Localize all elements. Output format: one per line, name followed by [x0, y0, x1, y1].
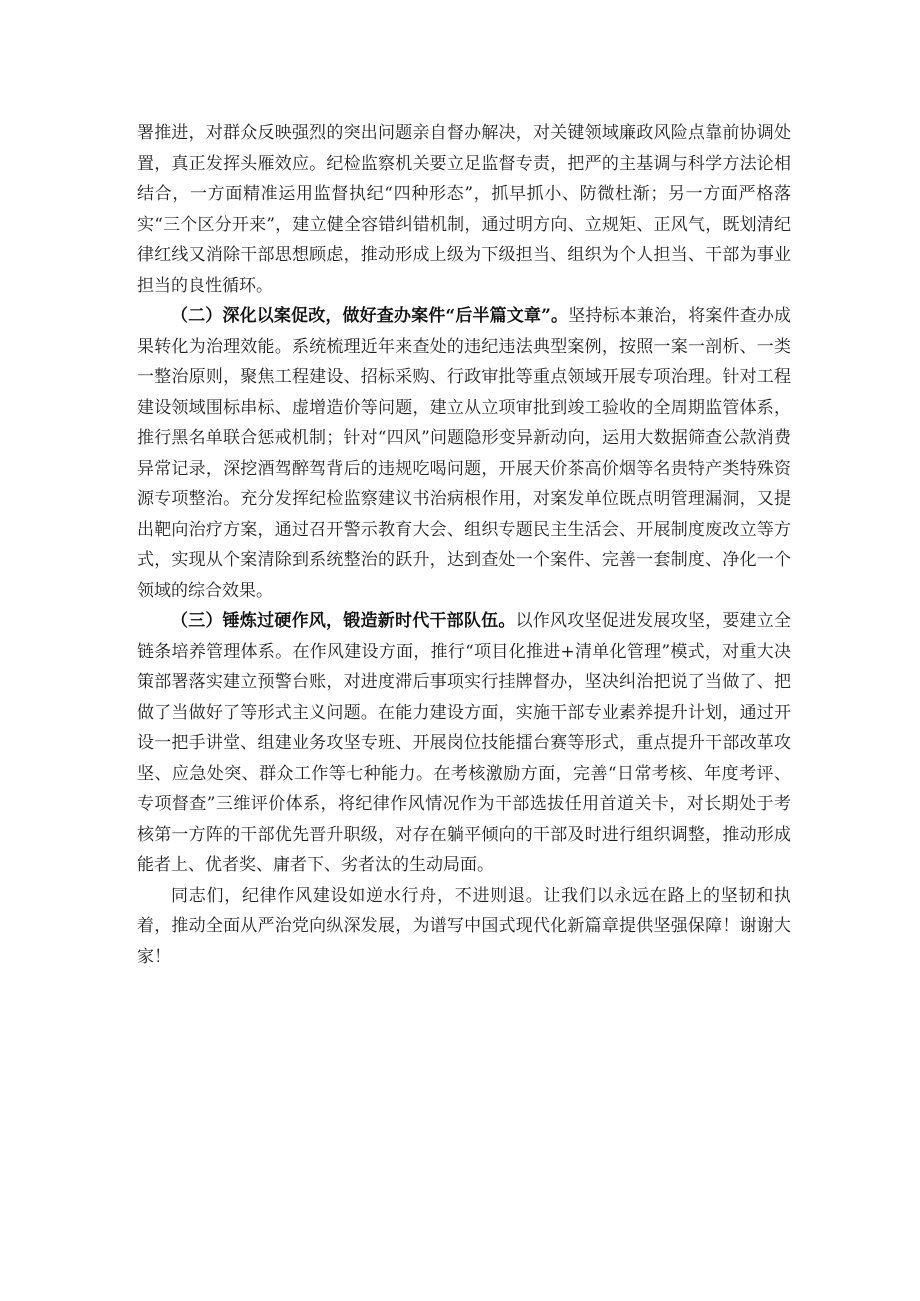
- document-body: [137, 118, 791, 972]
- paragraph-continuation: 署推进，对群众反映强烈的突出问题亲自督办解决，对关键领域廉政风险点靠前协调处置，真正发挥头雁效应。纪检监察机关要立足监督专责，把严的主基调与科学方法论相结合，一方面精准运用监督执纪“四种形态”，抓早抓小、防微杜渐；另一方面严格落实“三个区分开来”，建立健全容错纠错机制，通过明方向、立规矩、正风气，既划清纪律红线又消除干部思想顾虑，推动形成上级为下级担当、组织为个人担当、干部为事业担当的良性循环。: [137, 123, 791, 296]
- section-2-heading: （二）深化以案促改，做好查办案件“后半篇文章”。: [171, 306, 569, 326]
- section-2-body: 坚持标本兼治，将案件查办成果转化为治理效能。系统梳理近年来查处的违纪违法典型案例，按照一案一剖析、一类一整治原则，聚焦工程建设、招标采购、行政审批等重点领域开展专项治理。针对工程建设领域围标串标、虚增造价等问题，建立从立项审批到竣工验收的全周期监管体系，推行黑名单联合惩戒机制；针对“四风”问题隐形变异新动向，运用大数据筛查公款消费异常记录，深挖酒驾醉驾背后的违规吃喝问题，开展天价茶高价烟等名贵特产类特殊资源专项整治。充分发挥纪检监察建议书治病根作用，对案发单位既点明管理漏洞，又提出靶向治疗方案，通过召开警示教育大会、组织专题民主生活会、开展制度废改立等方式，实现从个案清除到系统整治的跃升，达到查处一个案件、完善一套制度、净化一个领域的综合效果。: [137, 306, 791, 601]
- section-3-heading: （三）锤炼过硬作风，锻造新时代干部队伍。: [171, 611, 516, 631]
- section-3-body: 以作风攻坚促进发展攻坚，要建立全链条培养管理体系。在作风建设方面，推行“项目化推进+清单化管理”模式，对重大决策部署落实建立预警台账，对进度滞后事项实行挂牌督办，坚决纠治把说了当做了、把做了当做好了等形式主义问题。在能力建设方面，实施干部专业素养提升计划，通过开设一把手讲堂、组建业务攻坚专班、开展岗位技能擂台赛等形式，重点提升干部改革攻坚、应急处突、群众工作等七种能力。在考核激励方面，完善“日常考核、年度考评、专项督查”三维评价体系，将纪律作风情况作为干部选拔任用首道关卡，对长期处于考核第一方阵的干部优先晋升职级，对存在躺平倾向的干部及时进行组织调整，推动形成能者上、优者奖、庸者下、劣者汰的生动局面。: [137, 611, 792, 875]
- section-2-paragraph: [137, 301, 791, 606]
- section-3-paragraph: [137, 606, 791, 881]
- closing-paragraph: 同志们，纪律作风建设如逆水行舟，不进则退。让我们以永远在路上的坚韧和执着，推动全面从严治党向纵深发展，为谱写中国式现代化新篇章提供坚强保障！谢谢大家！: [137, 885, 791, 967]
